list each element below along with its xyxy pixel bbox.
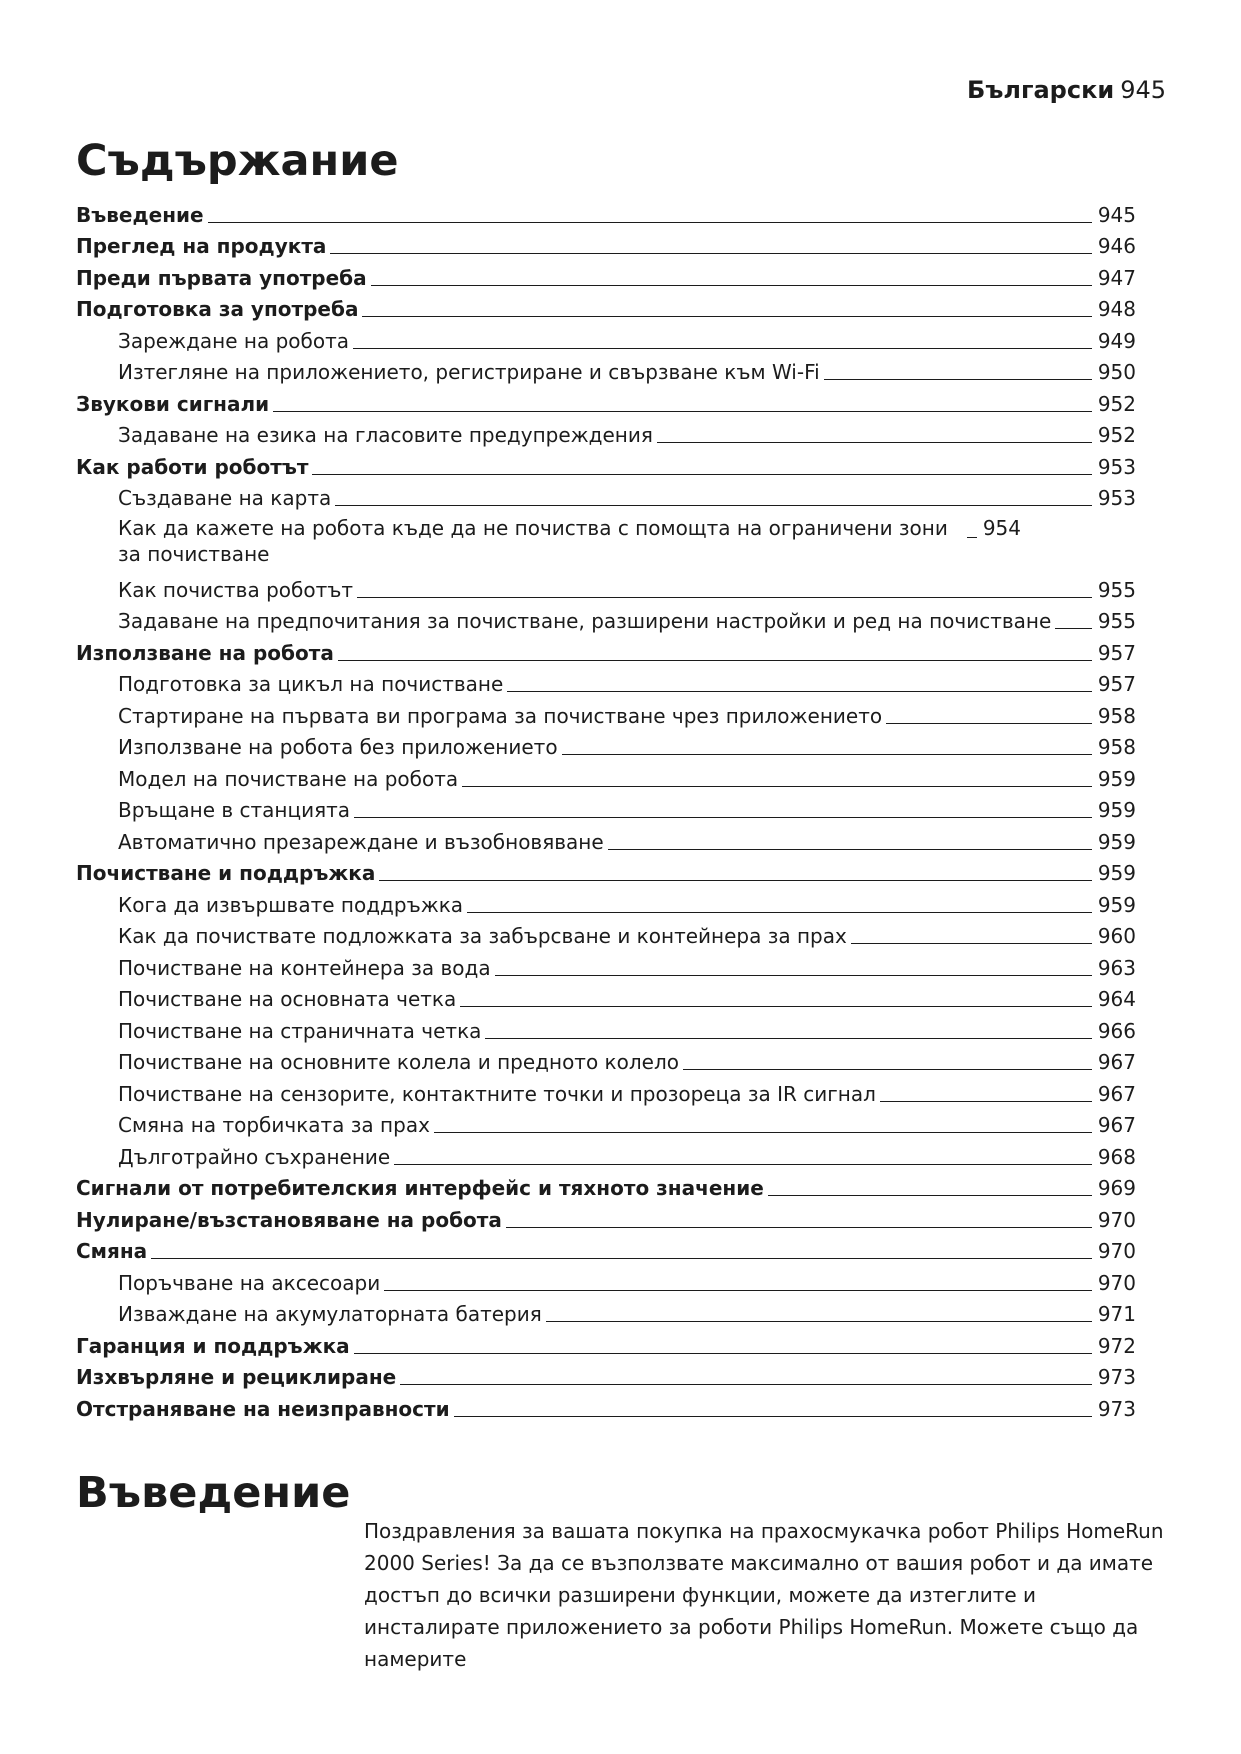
- toc-entry-page: 969: [1097, 1176, 1136, 1200]
- toc-entry: [76, 981, 1136, 1013]
- toc-entry: [76, 855, 1136, 887]
- toc-entry: [76, 448, 1136, 480]
- toc-entry: [76, 1075, 1136, 1107]
- toc-entry-page: 973: [1097, 1396, 1136, 1421]
- toc-entry: [76, 603, 1136, 635]
- toc-leader-line: [1055, 628, 1092, 629]
- toc-entry-title: Почистване на сензорите, контактните точки и прозореца за IR сигнал: [118, 1081, 876, 1106]
- toc-leader-line: [434, 1132, 1092, 1133]
- toc-entry-page: 959: [1097, 798, 1136, 822]
- toc-entry-page: 947: [1097, 265, 1136, 290]
- toc-entry-page: 967: [1097, 1050, 1136, 1074]
- toc-entry: [76, 823, 1136, 855]
- toc-entry: [76, 1359, 1136, 1391]
- toc-entry-page: 958: [1097, 735, 1136, 759]
- toc-entry: [76, 886, 1136, 918]
- toc-entry: [76, 196, 1136, 228]
- toc-entry-title: Гаранция и поддръжка: [76, 1333, 350, 1358]
- toc-entry: [76, 322, 1136, 354]
- toc-entry-title: Изваждане на акумулаторната батерия: [118, 1302, 542, 1326]
- toc-entry-page: 948: [1097, 297, 1136, 321]
- toc-entry-title: Смяна: [76, 1239, 148, 1263]
- toc-leader-line: [880, 1101, 1092, 1102]
- toc-leader-line: [886, 723, 1092, 724]
- toc-leader-line: [967, 537, 977, 538]
- toc-entry-title: Въведение: [76, 202, 204, 227]
- toc-entry-title: Задаване на езика на гласовите предупреждения: [118, 423, 653, 447]
- toc-entry-page: 957: [1097, 640, 1136, 665]
- toc-entry-title: Как почиства роботът: [118, 577, 353, 602]
- toc-entry-title: Почистване на основните колела и предното колело: [118, 1050, 679, 1074]
- toc-leader-line: [460, 1006, 1092, 1007]
- toc-leader-line: [371, 285, 1092, 286]
- toc-leader-line: [394, 1164, 1092, 1165]
- toc-entry-title: Преглед на продукта: [76, 234, 327, 258]
- toc-entry-title: Поръчване на аксесоари: [118, 1270, 381, 1295]
- toc-entry-title: Сигнали от потребителския интерфейс и тяхното значение: [76, 1176, 764, 1200]
- header-language: Български: [967, 76, 1115, 104]
- header-page-number: 945: [1120, 76, 1166, 104]
- toc-leader-line: [506, 1227, 1092, 1228]
- toc-entry-title: Как да почиствате подложката за забърсване и контейнера за прах: [118, 924, 847, 948]
- toc-entry-title: Подготовка за цикъл на почистване: [118, 672, 504, 696]
- toc-leader-line: [357, 597, 1092, 598]
- toc-entry-page: 968: [1097, 1144, 1136, 1169]
- toc-entry-page: 970: [1097, 1239, 1136, 1263]
- toc-entry: [76, 1264, 1136, 1296]
- toc-entry-title: Почистване и поддръжка: [76, 861, 376, 885]
- intro-paragraph: Поздравления за вашата покупка на прахосмукачка робот Philips HomeRun 2000 Series! За да се възползвате максимално от вашия робот и да имате достъп до всички разширени функции, можете да изтеглите и инсталирате приложението за роботи Philips HomeRun. Можете също да намерите: [364, 1519, 1164, 1671]
- toc-entry: [76, 1107, 1136, 1139]
- toc-leader-line: [495, 975, 1092, 976]
- toc-entry: [76, 1296, 1136, 1328]
- toc-title: Съдържание: [76, 136, 399, 186]
- toc-entry-title: Почистване на контейнера за вода: [118, 955, 491, 980]
- toc-entry-title: Кога да извършвате поддръжка: [118, 892, 464, 917]
- page-header: [967, 76, 1166, 104]
- toc-leader-line: [362, 316, 1092, 317]
- toc-leader-line: [208, 222, 1092, 223]
- toc-entry: [76, 1327, 1136, 1359]
- toc-entry-title: Дълготрайно съхранение: [118, 1144, 391, 1169]
- toc-leader-line: [151, 1258, 1092, 1259]
- toc-entry: [76, 634, 1136, 666]
- toc-leader-line: [384, 1290, 1092, 1291]
- toc-leader-line: [354, 817, 1092, 818]
- toc-entry-page: 971: [1097, 1302, 1136, 1326]
- toc-entry-title: Стартиране на първата ви програма за почистване чрез приложението: [118, 703, 883, 728]
- toc-entry-page: 966: [1097, 1018, 1136, 1043]
- toc-entry-title: Нулиране/възстановяване на робота: [76, 1207, 502, 1232]
- toc-entry-title: Модел на почистване на робота: [118, 766, 459, 791]
- toc-leader-line: [353, 348, 1092, 349]
- toc-entry: [76, 792, 1136, 824]
- toc-leader-line: [312, 474, 1092, 475]
- toc-leader-line: [354, 1353, 1092, 1354]
- toc-entry: [76, 571, 1136, 603]
- toc-leader-line: [507, 691, 1092, 692]
- toc-entry-page: 973: [1097, 1365, 1136, 1389]
- toc-leader-line: [851, 943, 1092, 944]
- toc-entry: [76, 1233, 1136, 1265]
- toc-entry-title: Почистване на основната четка: [118, 987, 457, 1011]
- toc-entry: [76, 949, 1136, 981]
- toc-leader-line: [330, 253, 1092, 254]
- toc-entry-page: 957: [1097, 672, 1136, 696]
- toc-entry-page: 952: [1097, 423, 1136, 447]
- toc-entry: [76, 511, 1136, 571]
- toc-entry: [76, 1012, 1136, 1044]
- toc-entry-title: Изтегляне на приложението, регистриране и свързване към Wi-Fi: [118, 360, 820, 384]
- intro-title: Въведение: [76, 1468, 351, 1518]
- toc-leader-line: [273, 411, 1092, 412]
- toc-entry: [76, 385, 1136, 417]
- toc-entry: [76, 1044, 1136, 1076]
- toc-entry-title: Връщане в станцията: [118, 798, 351, 822]
- toc-entry-title: Създаване на карта: [118, 486, 332, 510]
- toc-entry-title: Отстраняване на неизправности: [76, 1396, 450, 1421]
- toc-entry-page: 959: [1097, 861, 1136, 885]
- toc-entry-title: Използване на робота: [76, 640, 334, 665]
- toc-entry: [76, 259, 1136, 291]
- toc-entry-page: 959: [1097, 766, 1136, 791]
- toc-entry-page: 955: [1097, 577, 1136, 602]
- toc-entry-page: 953: [1097, 486, 1136, 510]
- toc-leader-line: [562, 754, 1092, 755]
- toc-entry-page: 970: [1097, 1207, 1136, 1232]
- toc-entry-title: Подготовка за употреба: [76, 297, 359, 321]
- toc-entry-title: Как да кажете на робота къде да не почиства с помощта на ограничени зони за почистване: [118, 516, 948, 566]
- toc-entry-page: 967: [1097, 1113, 1136, 1137]
- toc-entry: [76, 291, 1136, 323]
- toc-entry: [76, 1138, 1136, 1170]
- toc-entry-page: 970: [1097, 1270, 1136, 1295]
- toc-entry: [76, 729, 1136, 761]
- toc-leader-line: [768, 1195, 1092, 1196]
- toc-entry-title: Изхвърляне и рециклиране: [76, 1365, 397, 1389]
- toc-leader-line: [485, 1038, 1092, 1039]
- toc-leader-line: [454, 1416, 1092, 1417]
- toc-entry-title: Почистване на страничната четка: [118, 1018, 482, 1043]
- toc-entry-page: 945: [1097, 202, 1136, 227]
- toc-entry-title: Използване на робота без приложението: [118, 735, 558, 759]
- toc-entry-title: Звукови сигнали: [76, 391, 270, 416]
- toc-entry-title: Автоматично презареждане и възобновяване: [118, 829, 604, 854]
- toc-leader-line: [657, 442, 1092, 443]
- toc-entry: [76, 1170, 1136, 1202]
- toc-leader-line: [338, 660, 1092, 661]
- toc-entry-page: 950: [1097, 360, 1136, 384]
- toc-entry-title: Смяна на торбичката за прах: [118, 1113, 430, 1137]
- toc-leader-line: [462, 786, 1092, 787]
- toc-entry: [76, 1390, 1136, 1422]
- table-of-contents: [76, 196, 1136, 1422]
- toc-leader-line: [400, 1384, 1092, 1385]
- toc-entry-page: 946: [1097, 234, 1136, 258]
- toc-leader-line: [335, 505, 1092, 506]
- toc-leader-line: [824, 379, 1092, 380]
- toc-leader-line: [683, 1069, 1092, 1070]
- toc-entry-title: Зареждане на робота: [118, 328, 350, 353]
- toc-entry: [76, 760, 1136, 792]
- toc-entry-title: Преди първата употреба: [76, 265, 367, 290]
- toc-entry-page: 953: [1097, 454, 1136, 479]
- toc-entry: [76, 697, 1136, 729]
- toc-leader-line: [467, 912, 1092, 913]
- toc-entry: [76, 666, 1136, 698]
- toc-entry: [76, 1201, 1136, 1233]
- toc-entry-page: 954: [982, 516, 1021, 540]
- toc-entry-page: 955: [1097, 609, 1136, 633]
- toc-entry: [76, 918, 1136, 950]
- toc-entry-page: 967: [1097, 1081, 1136, 1106]
- toc-entry: [76, 480, 1136, 512]
- toc-entry-page: 959: [1097, 829, 1136, 854]
- toc-leader-line: [546, 1321, 1092, 1322]
- toc-entry: [76, 228, 1136, 260]
- toc-entry-page: 960: [1097, 924, 1136, 948]
- toc-entry-page: 964: [1097, 987, 1136, 1011]
- toc-entry-page: 959: [1097, 892, 1136, 917]
- toc-entry-page: 963: [1097, 955, 1136, 980]
- toc-entry-title: Задаване на предпочитания за почистване, разширени настройки и ред на почистване: [118, 609, 1052, 633]
- toc-leader-line: [379, 880, 1092, 881]
- toc-entry: [76, 417, 1136, 449]
- toc-entry-page: 952: [1097, 391, 1136, 416]
- toc-entry-title: Как работи роботът: [76, 454, 309, 479]
- toc-entry-page: 958: [1097, 703, 1136, 728]
- toc-entry: [76, 354, 1136, 386]
- toc-entry-page: 949: [1097, 328, 1136, 353]
- toc-leader-line: [608, 849, 1092, 850]
- toc-entry-page: 972: [1097, 1333, 1136, 1358]
